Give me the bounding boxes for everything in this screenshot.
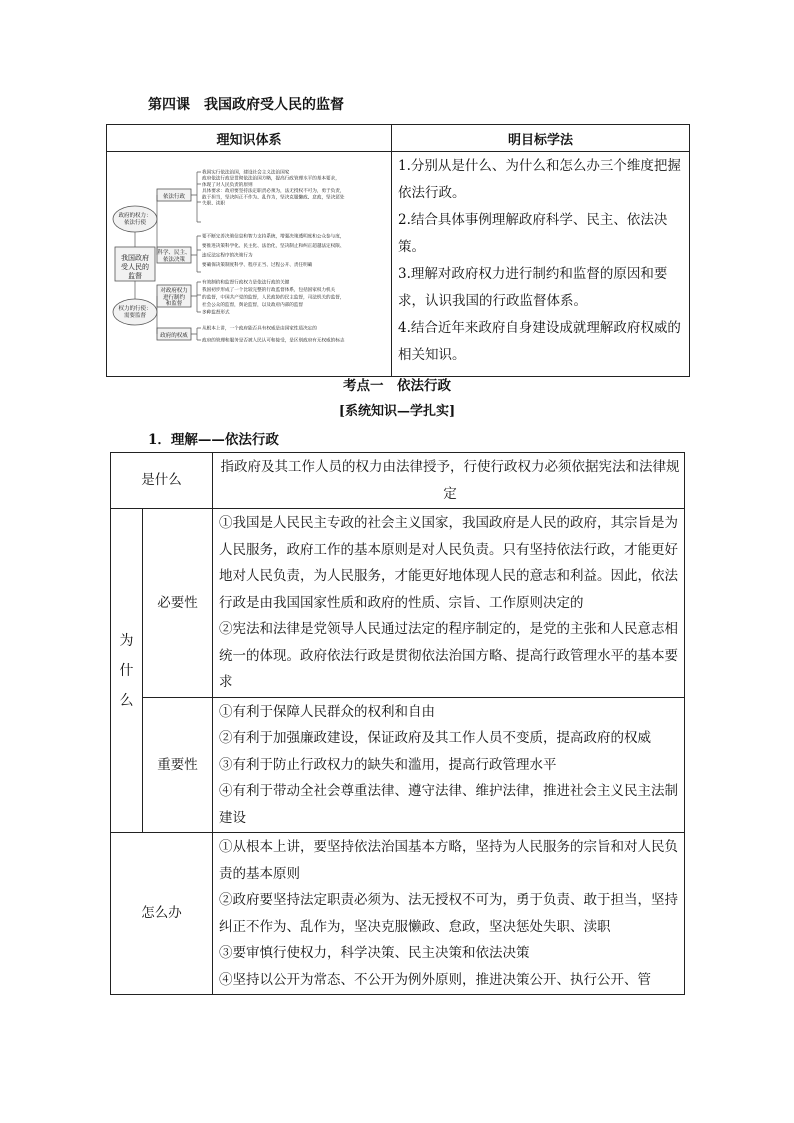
node-power-lawful [113,206,157,232]
diagram-line: 的监督，中国共产党的监督，人民政协的民主监督，司法机关的监督， [202,295,345,301]
goal-1: 1.分别从是什么、为什么和怎么办三个维度把握依法行政。 [398,158,681,201]
b4-label: 政府的权威 [160,333,188,339]
how-item: ④坚持以公开为常态、不公开为例外原则，推进决策公开、执行公开、管 [219,971,651,988]
diagram-line: 政府的管理和服务是否被人民认可和接受，是区别政府有无权威的标志 [202,338,345,344]
row-necessity [111,509,685,698]
section-subtitle: [系统知识—学扎实] [338,404,456,419]
node-power-lawful-label: 政府的权力： [118,213,152,219]
diagram-line: 违反法定程序的决策行为 [202,253,253,259]
goal-4: 4.结合近年来政府自身建设成就理解政府权威的相关知识。 [398,320,681,363]
node-supervision-label-1: 权力的行使： [118,306,152,312]
center-label-3: 监督 [128,272,142,280]
b2-label-1: 科学、民主、 [157,250,191,256]
how-item: ①从根本上讲，要坚持依法治国基本方略，坚持为人民服务的宗旨和对人民负责的基本原则 [219,839,678,882]
how-item: ③要审慎行使权力，科学决策、民主决策和依法决策 [219,945,530,961]
row-how [111,833,685,995]
diagram-line: 失职、渎职 [202,201,225,207]
diagram-line: 我国初步形成了一个比较完整的行政监督体系，包括国家权力机关 [202,288,336,293]
row-importance [111,697,685,833]
node-power-lawful-label-2: 依法行使 [123,220,147,226]
row-what [111,453,685,509]
b2-label-2: 依法决策 [162,257,186,263]
importance-item: ②有利于加强廉政建设，保证政府及其工作人员不变质，提高政府的权威 [219,730,651,746]
goal-2: 2.结合具体事例理解政府科学、民主、依法决策。 [398,212,668,255]
label-how: 怎么办 [111,833,213,995]
center-label-2: 受人民的 [121,263,149,271]
necessity-item: ②宪法和法律是党领导人民通过法定的程序制定的，是党的主张和人民意志相统一的体现。政府依法行政是贯彻依法治国方略、提高行政管理水平的基本要求 [219,621,678,690]
section-title: 考点一 依法行政 [343,378,451,394]
knowledge-mind-map [107,152,391,372]
text-how [213,833,685,995]
label-why-text: 为什么 [119,632,134,709]
importance-item: ①有利于保障人民群众的权利和自由 [219,703,435,720]
b3-label-1: 对政府权力 [160,288,188,294]
label-what: 是什么 [111,453,213,509]
center-label-1: 我国政府 [121,254,149,262]
lesson-title: 第四课 我国政府受人民的监督 [148,97,344,113]
goals-cell [392,152,690,377]
header-knowledge-system: 理知识体系 [107,125,392,152]
diagram-line: 有效制约和监督行政权力是依法行政的关键 [202,280,290,286]
text-necessity [213,509,685,698]
diagram-line: 要不断完善决策信息和智力支持系统，增强决策透明度和公众参与度， [202,234,345,240]
header-goals: 明目标学法 [392,125,690,152]
law-admin-table [110,452,685,995]
diagram-line: 敢于担当，坚决纠正不作为、乱作为，坚决克服懒政、怠政，坚决惩处 [202,195,345,201]
text-importance [213,697,685,833]
b1-label: 依法行政 [162,194,186,200]
node-power-supervision [113,299,157,325]
goal-3: 3.理解对政府权力进行制约和监督的原因和要求，认识我国的行政监督体系。 [398,266,668,309]
diagram-line: 我国实行依法治国，建设社会主义法治国家 [202,170,290,176]
how-item: ②政府要坚持法定职责必须为、法无授权不可为，勇于负责、敢于担当，坚持纠正不作为、乱作为，坚决克服懒政、怠政，坚决惩处失职、渎职 [219,892,678,935]
diagram-detail-lines [202,169,345,344]
diagram-line: 体现了对人民负责的原则 [202,182,253,188]
knowledge-diagram-cell [107,152,392,377]
diagram-line: 要确保决策制度科学、程序正当、过程公开、责任明确 [202,263,313,268]
label-importance: 重要性 [143,697,213,833]
importance-item: ③有利于防止行政权力的缺失和滥用，提高行政管理水平 [219,756,557,773]
diagram-line: 多种监督形式 [202,310,230,316]
importance-item: ④有利于带动全社会尊重法律、遵守法律、维护法律，推进社会主义民主法制建设 [219,783,678,826]
point-heading: 1．理解——依法行政 [148,432,279,448]
label-necessity: 必要性 [143,509,213,698]
necessity-item: ①我国是人民民主专政的社会主义国家，我国政府是人民的政府，其宗旨是为人民服务，政府工作的基本原则是对人民负责。只有坚持依法行政，才能更好地对人民负责，为人民服务，才能更好地体现人民的意志和利益。因此，依法行政是由我国国家性质和政府的性质、宗旨、工作原则决定的 [219,515,678,611]
label-why [111,509,143,833]
knowledge-goals-table [106,124,690,377]
diagram-line: 政府依法行政是贯彻依法治国方略，提高行政管理水平的基本要求， [202,176,340,182]
diagram-line: 从根本上讲，一个政府能否具有权威是由国家性质决定的 [202,326,317,332]
node-supervision-label-2: 需要监督 [123,313,147,319]
b3-label-3: 和监督 [165,301,183,307]
diagram-line: 具体要求：政府要坚持法定职责必须为，法无授权不可为，勇于负责， [202,189,345,195]
diagram-line: 要推进决策科学化、民主化、法治化，坚决制止和纠正超越法定权限、 [202,244,345,249]
diagram-line: 社会公众的监督，舆论监督，以及政府内部的监督 [202,303,304,308]
text-what: 指政府及其工作人员的权力由法律授予，行使行政权力必须依据宪法和法律规定 [213,453,685,509]
b3-label-2: 进行制约 [162,295,186,301]
